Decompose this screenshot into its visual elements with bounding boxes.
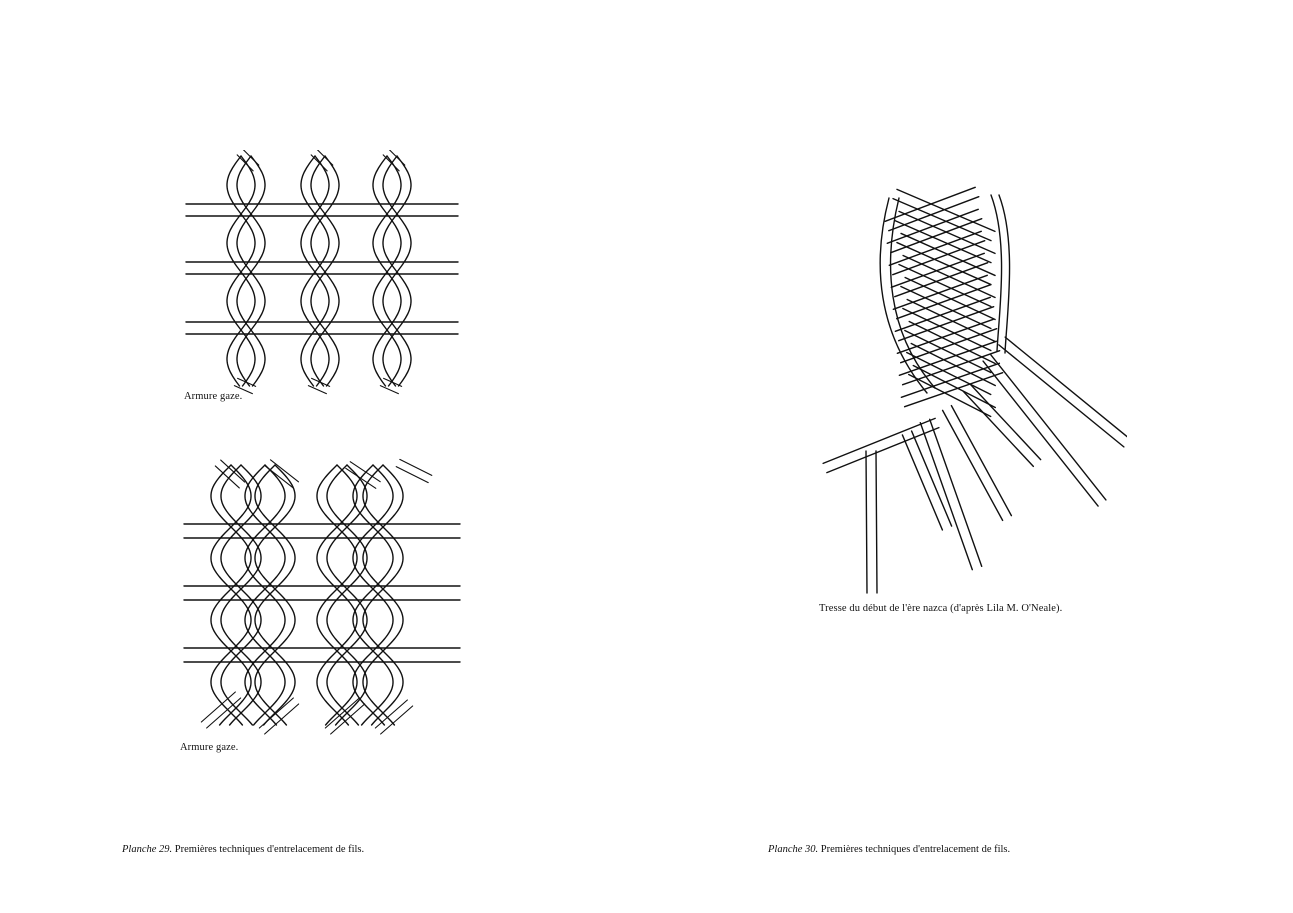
left-page xyxy=(0,0,646,913)
braid-outline xyxy=(891,198,935,388)
gauze-weave-illustration-1 xyxy=(180,150,470,395)
loose-strand xyxy=(983,361,1098,506)
loose-strand xyxy=(971,385,1041,460)
twisted-warp-group xyxy=(327,465,367,725)
loose-strand xyxy=(902,435,942,530)
loose-strand xyxy=(951,406,1011,516)
loose-strand xyxy=(866,451,867,593)
twisted-warp-group xyxy=(317,465,357,725)
loose-strand xyxy=(963,391,1033,466)
loose-strand xyxy=(991,355,1106,500)
warp-end xyxy=(270,460,298,482)
braid-outline xyxy=(991,195,1002,351)
twisted-warp-group xyxy=(353,465,393,725)
gauze-weave-illustration-2 xyxy=(178,455,468,745)
twisted-warp-group xyxy=(353,465,393,725)
braid-strand-diag xyxy=(903,309,991,351)
braid-outline xyxy=(999,195,1010,353)
twisted-warp-group xyxy=(327,465,367,725)
figure-caption: Armure gaze. xyxy=(184,391,243,402)
loose-strand xyxy=(827,428,939,473)
loose-strand xyxy=(876,451,877,593)
figure-caption: Tresse du début de l'ère nazca (d'après Lila M. O'Neale). xyxy=(819,603,1063,614)
warp-end xyxy=(308,386,326,394)
plate-number: Planche 29. xyxy=(122,844,173,855)
plate-number: Planche 30. xyxy=(768,844,819,855)
nazca-braid-illustration xyxy=(817,183,1127,603)
braid-strand-diag xyxy=(897,189,995,231)
plate-caption xyxy=(122,844,364,855)
plate-text: Premières techniques d'entrelacement de fils. xyxy=(818,844,1011,855)
twisted-warp-group xyxy=(317,465,357,725)
loose-strand xyxy=(999,345,1124,447)
loose-strand xyxy=(1005,337,1127,439)
braid-strand-diag xyxy=(913,366,995,408)
twisted-warp-group xyxy=(363,465,403,725)
loose-strand xyxy=(943,410,1003,520)
braid-strand-diag xyxy=(899,211,995,253)
loose-strand xyxy=(912,431,952,526)
plate-caption xyxy=(768,844,1010,855)
twisted-warp-group xyxy=(363,465,403,725)
braid-strand-diag xyxy=(905,277,995,319)
warp-end xyxy=(400,459,432,475)
braid-strand-diag xyxy=(893,199,991,241)
right-page xyxy=(647,0,1293,913)
braid-strand-diag xyxy=(905,330,991,372)
figure-caption: Armure gaze. xyxy=(180,742,239,753)
braid-strand-diag xyxy=(905,373,1003,407)
braid-strand-diag xyxy=(903,255,995,297)
warp-end xyxy=(396,467,428,483)
braid-strand-diag xyxy=(901,287,991,329)
plate-text: Premières techniques d'entrelacement de fils. xyxy=(172,844,365,855)
loose-strand xyxy=(823,418,935,463)
braid-strand-diag xyxy=(907,299,995,341)
warp-end xyxy=(380,386,398,394)
braid-strand-diag xyxy=(899,265,991,307)
